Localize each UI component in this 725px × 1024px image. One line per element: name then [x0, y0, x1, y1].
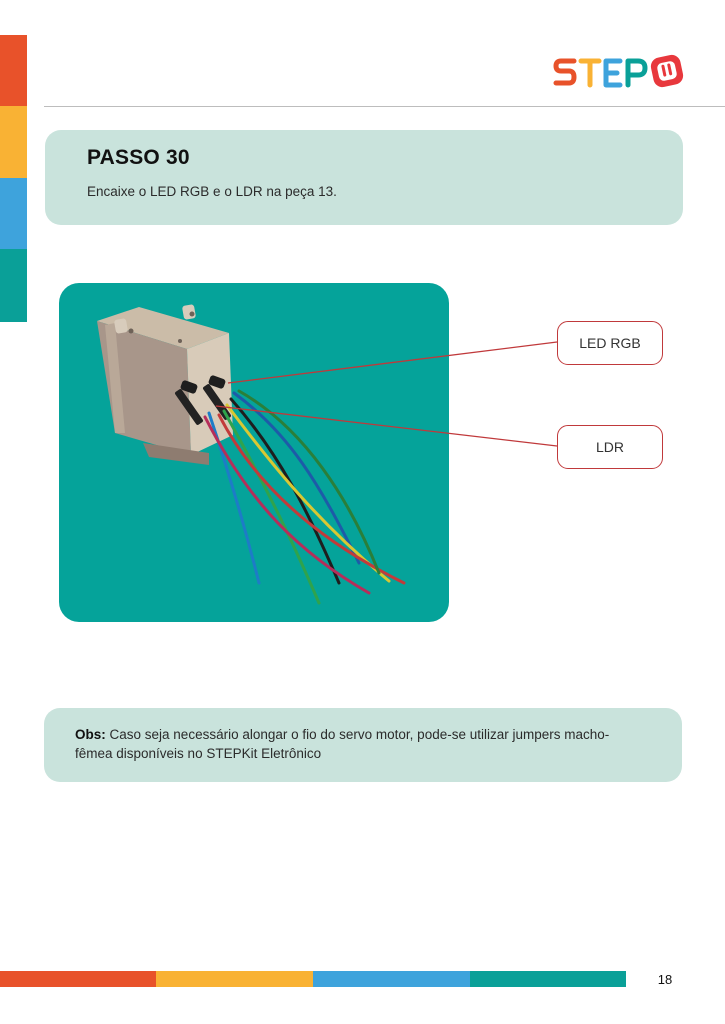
step-header-box [45, 130, 683, 225]
side-strip-yellow [0, 106, 27, 178]
callout-led-rgb: LED RGB [557, 321, 663, 365]
logo-letter-t [581, 61, 599, 85]
page-number: 18 [657, 972, 673, 987]
footer-strip-yellow [156, 971, 313, 987]
observation-text: Caso seja necessário alongar o fio do servo motor, pode-se utilizar jumpers macho-fêmea disponíveis no STEPKit Eletrônico [75, 727, 610, 761]
observation-note-box [44, 708, 682, 782]
assembly-illustration [59, 283, 449, 622]
side-strip-blue [0, 178, 27, 249]
side-strip-teal [0, 249, 27, 322]
logo-letter-e [606, 61, 620, 85]
footer-strip-orange [0, 971, 156, 987]
header-divider [44, 106, 725, 107]
footer-strip-teal [470, 971, 626, 987]
assembly-photo [59, 283, 449, 622]
step-logo-icon [649, 53, 685, 89]
callout-ldr: LDR [557, 425, 663, 469]
sensor-wires [205, 391, 404, 603]
side-strip-orange [0, 35, 27, 106]
step-logo [552, 50, 686, 94]
logo-letter-p [628, 61, 645, 85]
logo-letter-s [556, 61, 574, 83]
observation-label: Obs: [75, 727, 106, 742]
step-title: PASSO 30 [87, 146, 190, 169]
observation-note [75, 725, 645, 763]
step-instruction: Encaixe o LED RGB e o LDR na peça 13. [87, 184, 337, 199]
footer-strip-blue [313, 971, 470, 987]
